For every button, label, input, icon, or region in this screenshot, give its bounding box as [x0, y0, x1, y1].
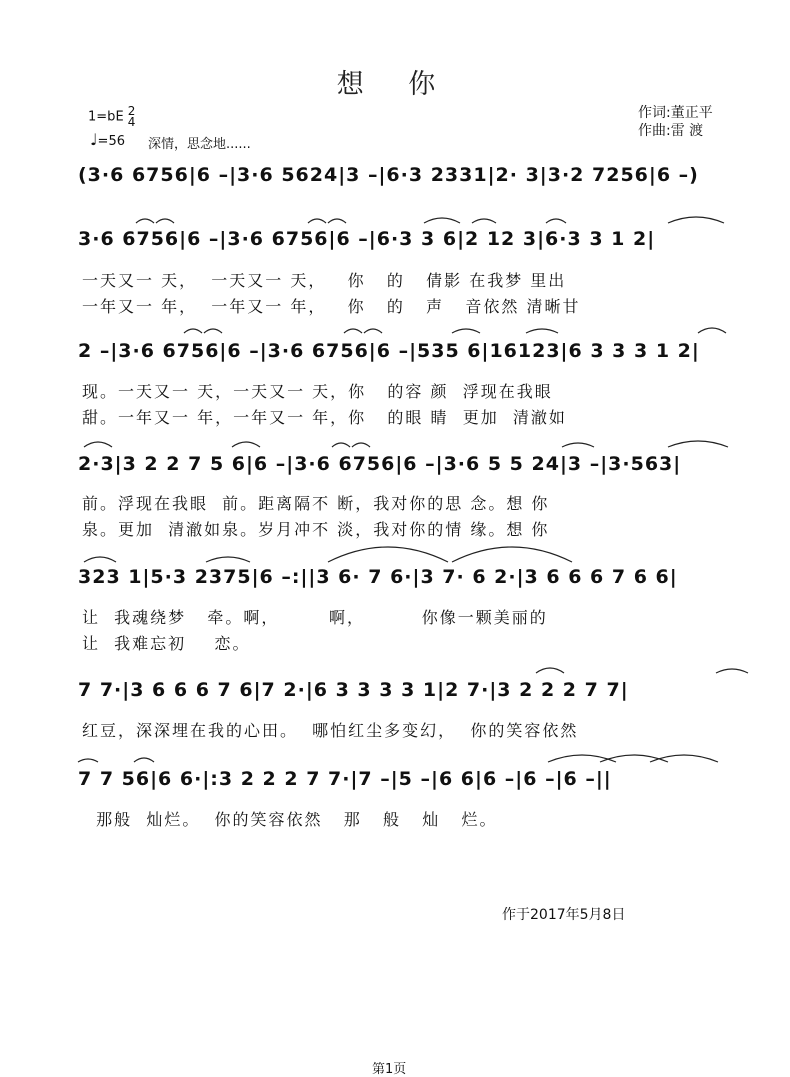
lyric-line-6a: 红豆，深深埋在我的心田。 哪怕红尘多变幻， 你的笑容依然 — [82, 721, 579, 740]
song-title: 想 你 — [336, 69, 454, 100]
lyric-line-2a: 一天又一 天， 一天又一 天， 你 的 倩影 在我梦 里出 — [82, 271, 567, 290]
lyric-line-5b: 让 我难忘初 恋。 — [82, 634, 251, 653]
lyric-line-3b: 甜。一年又一 年，一年又一 年，你 的眼 睛 更加 清澈如 — [82, 408, 567, 427]
lyric-line-3a: 现。一天又一 天，一天又一 天，你 的容 颜 浮现在我眼 — [82, 382, 553, 401]
composer: 作曲:雷 渡 — [638, 123, 704, 139]
time-top: 2 — [127, 104, 136, 118]
time-bottom: 4 — [127, 115, 136, 129]
flat-sign: b — [107, 109, 116, 125]
lyric-line-7a: 那般 灿烂。 你的笑容依然 那 般 灿 烂。 — [82, 810, 498, 829]
score-line-5: 323 1|5·3 2375|6 –:||3 6· 7 6·|3 7· 6 2·|3 6 6 6 7 6 6| — [78, 566, 678, 588]
score-line-2: 3·6 6756|6 –|3·6 6756|6 –|6·3 3 6|2 12 3|6·3 3 1 2| — [78, 228, 656, 250]
quarter-note-icon: ♩ — [90, 130, 98, 149]
score-line-6: 7 7·|3 6 6 6 7 6|7 2·|6 3 3 3 3 1|2 7·|3 2 2 2 7 7| — [78, 679, 629, 701]
lyricist: 作词:董正平 — [638, 105, 713, 121]
score-line-1: (3·6 6756|6 –|3·6 5624|3 –|6·3 2331|2· 3|3·2 7256|6 –) — [78, 164, 699, 186]
lyric-line-4a: 前。浮现在我眼 前。距离隔不 断，我对你的思 念。想 你 — [82, 494, 550, 513]
lyric-line-2b: 一年又一 年， 一年又一 年， 你 的 声 音依然 清晰甘 — [82, 297, 581, 316]
page-number: 第1页 — [372, 1062, 407, 1077]
lyric-line-5a: 让 我魂绕梦 牵。啊， 啊， 你像一颗美丽的 — [82, 608, 548, 627]
score-line-3: 2 –|3·6 6756|6 –|3·6 6756|6 –|535 6|16123|6 3 3 3 1 2| — [78, 340, 700, 362]
key-letter: E — [115, 109, 124, 125]
expression-marking: 深情，思念地...... — [148, 137, 251, 152]
key-prefix: 1= — [88, 109, 108, 125]
score-line-7: 7 7 56|6 6·|:3 2 2 2 7 7·|7 –|5 –|6 6|6 –|6 –|6 –|| — [78, 768, 612, 790]
composition-date: 作于2017年5月8日 — [502, 907, 626, 923]
tempo-bpm: =56 — [97, 134, 125, 149]
lyric-line-4b: 泉。更加 清澈如泉。岁月冲不 淡，我对你的情 缘。想 你 — [82, 520, 550, 539]
score-line-4: 2·3|3 2 2 7 5 6|6 –|3·6 6756|6 –|3·6 5 5 24|3 –|3·563| — [78, 453, 682, 475]
